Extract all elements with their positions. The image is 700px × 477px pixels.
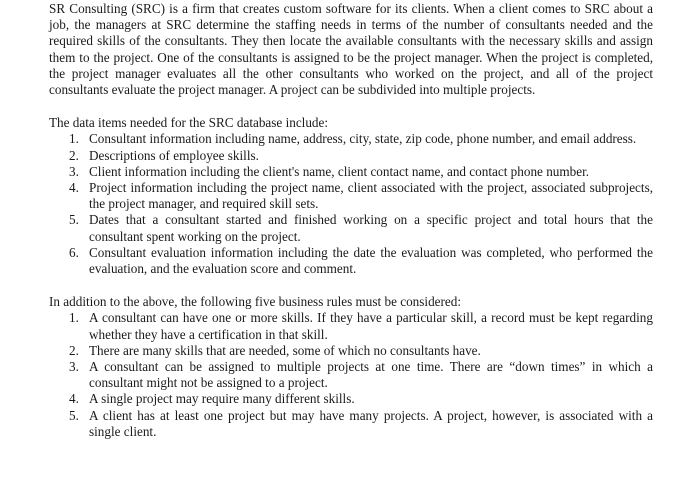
list-item [49, 408, 653, 440]
list-item [49, 131, 653, 147]
intro-paragraph: SR Consulting (SRC) is a firm that creates custom software for its clients. When a client comes to SRC about a job, the managers at SRC determine the staffing needs in terms of the number of consultants needed and the required skills of the consultants. They then locate the available consultants with the necessary skills and assign them to the project. One of the consultants is assigned to be the project manager. When the project is completed, the project manager evaluates all the other consultants who worked on the project, and all of the project consultants evaluate the project manager. A project can be subdivided into multiple projects. [49, 1, 653, 98]
list-number: 3. [69, 359, 79, 375]
list-item-text: A consultant can be assigned to multiple projects at one time. There are “down times” in which a consultant might not be assigned to a project. [89, 359, 653, 391]
list-item [49, 310, 653, 342]
list-number: 1. [69, 310, 79, 326]
list-item [49, 164, 653, 180]
list-item-text: A single project may require many different skills. [89, 391, 355, 407]
list-number: 1. [69, 131, 79, 147]
list-number: 4. [69, 180, 79, 196]
list-item-text: Consultant information including name, address, city, state, zip code, phone number, and email address. [89, 131, 637, 147]
list-item-text: Project information including the project name, client associated with the project, associated subprojects, the project manager, and required skill sets. [89, 180, 653, 212]
list-number: 5. [69, 212, 79, 228]
list-number: 6. [69, 244, 79, 260]
list-item-text: Descriptions of employee skills. [89, 147, 259, 163]
list-number: 4. [69, 391, 79, 407]
list-item [49, 359, 653, 391]
list-item [49, 391, 653, 407]
list-item-text: A client has at least one project but may have many projects. A project, however, is associated with a single client. [89, 407, 653, 439]
list-item [49, 343, 653, 359]
list-number: 2. [69, 342, 79, 358]
list-number: 2. [69, 147, 79, 163]
list-item [49, 212, 653, 244]
list-item-text: A consultant can have one or more skills. If they have a particular skill, a record must be kept regarding whether they have a certification in that skill. [89, 310, 653, 342]
list-number: 3. [69, 163, 79, 179]
list-item [49, 148, 653, 164]
list-item-text: Dates that a consultant started and finished working on a specific project and total hours that the consultant spent working on the project. [89, 212, 653, 244]
list-item [49, 180, 653, 212]
business-rules-heading: In addition to the above, the following five business rules must be considered: [49, 294, 462, 310]
list-item-text: There are many skills that are needed, some of which no consultants have. [89, 342, 481, 358]
data-items-list [49, 131, 653, 277]
list-item [49, 245, 653, 277]
business-rules-list [49, 310, 653, 440]
list-item-text: Client information including the client's name, client contact name, and contact phone number. [89, 163, 590, 179]
list-number: 5. [69, 407, 79, 423]
list-item-text: Consultant evaluation information including the date the evaluation was completed, who performed the evaluation, and the evaluation score and comment. [89, 244, 653, 277]
data-items-heading: The data items needed for the SRC database include: [49, 115, 329, 131]
